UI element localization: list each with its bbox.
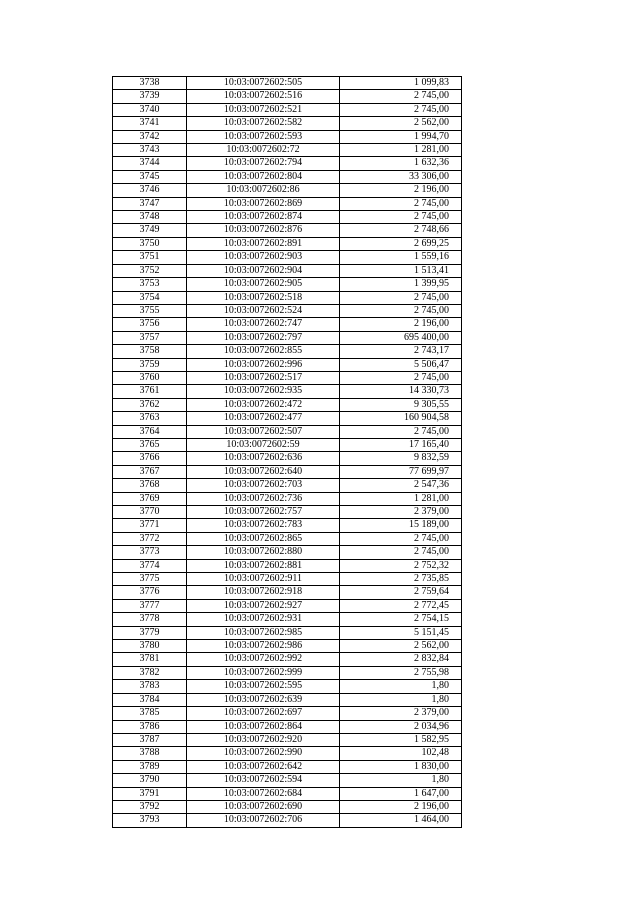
table-row <box>113 787 462 800</box>
table-row <box>113 680 462 693</box>
cadastral-number-cell: 10:03:0072602:640 <box>187 465 340 478</box>
cadastral-number-cell: 10:03:0072602:864 <box>187 720 340 733</box>
cadastral-number-cell: 10:03:0072602:642 <box>187 760 340 773</box>
row-number-cell: 3776 <box>113 586 187 599</box>
table-row <box>113 184 462 197</box>
cadastral-number-cell: 10:03:0072602:911 <box>187 573 340 586</box>
table-row <box>113 237 462 250</box>
cadastral-number-cell: 10:03:0072602:636 <box>187 452 340 465</box>
cadastral-number-cell: 10:03:0072602:903 <box>187 251 340 264</box>
table-row <box>113 613 462 626</box>
table-row <box>113 506 462 519</box>
amount-cell: 33 306,00 <box>340 170 462 183</box>
row-number-cell: 3742 <box>113 130 187 143</box>
cadastral-number-cell: 10:03:0072602:985 <box>187 626 340 639</box>
table-row <box>113 733 462 746</box>
row-number-cell: 3761 <box>113 385 187 398</box>
amount-cell: 2 745,00 <box>340 546 462 559</box>
table-row <box>113 774 462 787</box>
table-row <box>113 77 462 90</box>
amount-cell: 5 506,47 <box>340 358 462 371</box>
table-row <box>113 385 462 398</box>
row-number-cell: 3756 <box>113 318 187 331</box>
amount-cell: 2 752,32 <box>340 559 462 572</box>
table-row <box>113 412 462 425</box>
table-row <box>113 358 462 371</box>
table-row <box>113 720 462 733</box>
cadastral-number-cell: 10:03:0072602:996 <box>187 358 340 371</box>
table-row <box>113 264 462 277</box>
row-number-cell: 3785 <box>113 707 187 720</box>
cadastral-number-cell: 10:03:0072602:920 <box>187 733 340 746</box>
row-number-cell: 3754 <box>113 291 187 304</box>
cadastral-number-cell: 10:03:0072602:690 <box>187 800 340 813</box>
row-number-cell: 3757 <box>113 331 187 344</box>
row-number-cell: 3789 <box>113 760 187 773</box>
amount-cell: 1 399,95 <box>340 278 462 291</box>
amount-cell: 2 034,96 <box>340 720 462 733</box>
amount-cell: 2 745,00 <box>340 291 462 304</box>
row-number-cell: 3765 <box>113 438 187 451</box>
table-row <box>113 519 462 532</box>
amount-cell: 2 745,00 <box>340 197 462 210</box>
table-row <box>113 278 462 291</box>
table-row <box>113 559 462 572</box>
row-number-cell: 3772 <box>113 532 187 545</box>
table-row <box>113 144 462 157</box>
cadastral-number-cell: 10:03:0072602:477 <box>187 412 340 425</box>
amount-cell: 2 745,00 <box>340 304 462 317</box>
amount-cell: 1 994,70 <box>340 130 462 143</box>
amount-cell: 2 699,25 <box>340 237 462 250</box>
row-number-cell: 3751 <box>113 251 187 264</box>
amount-cell: 14 330,73 <box>340 385 462 398</box>
table-row <box>113 438 462 451</box>
amount-cell: 17 165,40 <box>340 438 462 451</box>
row-number-cell: 3767 <box>113 465 187 478</box>
amount-cell: 160 904,58 <box>340 412 462 425</box>
table-row <box>113 693 462 706</box>
cadastral-number-cell: 10:03:0072602:595 <box>187 680 340 693</box>
amount-cell: 1 632,36 <box>340 157 462 170</box>
table-row <box>113 371 462 384</box>
row-number-cell: 3792 <box>113 800 187 813</box>
cadastral-number-cell: 10:03:0072602:905 <box>187 278 340 291</box>
cadastral-number-cell: 10:03:0072602:706 <box>187 814 340 827</box>
cadastral-number-cell: 10:03:0072602:524 <box>187 304 340 317</box>
row-number-cell: 3764 <box>113 425 187 438</box>
cadastral-number-cell: 10:03:0072602:86 <box>187 184 340 197</box>
row-number-cell: 3750 <box>113 237 187 250</box>
cadastral-number-cell: 10:03:0072602:703 <box>187 479 340 492</box>
cadastral-number-cell: 10:03:0072602:72 <box>187 144 340 157</box>
amount-cell: 1 099,83 <box>340 77 462 90</box>
amount-cell: 2 748,66 <box>340 224 462 237</box>
amount-cell: 2 745,00 <box>340 425 462 438</box>
cadastral-number-cell: 10:03:0072602:516 <box>187 90 340 103</box>
row-number-cell: 3759 <box>113 358 187 371</box>
amount-cell: 2 379,00 <box>340 506 462 519</box>
row-number-cell: 3778 <box>113 613 187 626</box>
cadastral-number-cell: 10:03:0072602:931 <box>187 613 340 626</box>
table-body <box>113 77 462 828</box>
table-row <box>113 586 462 599</box>
row-number-cell: 3769 <box>113 492 187 505</box>
table-row <box>113 465 462 478</box>
amount-cell: 2 745,00 <box>340 211 462 224</box>
amount-cell: 9 305,55 <box>340 398 462 411</box>
data-table <box>112 76 462 828</box>
amount-cell: 2 562,00 <box>340 117 462 130</box>
cadastral-number-cell: 10:03:0072602:521 <box>187 103 340 116</box>
row-number-cell: 3779 <box>113 626 187 639</box>
cadastral-number-cell: 10:03:0072602:639 <box>187 693 340 706</box>
table-row <box>113 224 462 237</box>
amount-cell: 1 464,00 <box>340 814 462 827</box>
amount-cell: 15 189,00 <box>340 519 462 532</box>
amount-cell: 2 745,00 <box>340 103 462 116</box>
cadastral-number-cell: 10:03:0072602:518 <box>187 291 340 304</box>
cadastral-number-cell: 10:03:0072602:935 <box>187 385 340 398</box>
cadastral-number-cell: 10:03:0072602:505 <box>187 77 340 90</box>
row-number-cell: 3763 <box>113 412 187 425</box>
table-row <box>113 760 462 773</box>
amount-cell: 1 582,95 <box>340 733 462 746</box>
table-row <box>113 170 462 183</box>
row-number-cell: 3786 <box>113 720 187 733</box>
row-number-cell: 3762 <box>113 398 187 411</box>
row-number-cell: 3771 <box>113 519 187 532</box>
row-number-cell: 3748 <box>113 211 187 224</box>
amount-cell: 2 562,00 <box>340 640 462 653</box>
table-row <box>113 626 462 639</box>
amount-cell: 77 699,97 <box>340 465 462 478</box>
amount-cell: 2 755,98 <box>340 666 462 679</box>
row-number-cell: 3747 <box>113 197 187 210</box>
row-number-cell: 3782 <box>113 666 187 679</box>
row-number-cell: 3790 <box>113 774 187 787</box>
row-number-cell: 3753 <box>113 278 187 291</box>
row-number-cell: 3749 <box>113 224 187 237</box>
table-row <box>113 599 462 612</box>
table-row <box>113 532 462 545</box>
amount-cell: 1 281,00 <box>340 144 462 157</box>
amount-cell: 1,80 <box>340 774 462 787</box>
cadastral-number-cell: 10:03:0072602:876 <box>187 224 340 237</box>
table-row <box>113 546 462 559</box>
amount-cell: 1 513,41 <box>340 264 462 277</box>
amount-cell: 2 759,64 <box>340 586 462 599</box>
amount-cell: 2 754,15 <box>340 613 462 626</box>
table-row <box>113 398 462 411</box>
table-row <box>113 707 462 720</box>
cadastral-number-cell: 10:03:0072602:986 <box>187 640 340 653</box>
amount-cell: 2 196,00 <box>340 184 462 197</box>
row-number-cell: 3774 <box>113 559 187 572</box>
table-row <box>113 747 462 760</box>
table-row <box>113 573 462 586</box>
row-number-cell: 3766 <box>113 452 187 465</box>
cadastral-number-cell: 10:03:0072602:992 <box>187 653 340 666</box>
cadastral-number-cell: 10:03:0072602:804 <box>187 170 340 183</box>
table-row <box>113 452 462 465</box>
cadastral-number-cell: 10:03:0072602:927 <box>187 599 340 612</box>
row-number-cell: 3740 <box>113 103 187 116</box>
amount-cell: 1,80 <box>340 693 462 706</box>
row-number-cell: 3780 <box>113 640 187 653</box>
row-number-cell: 3744 <box>113 157 187 170</box>
table-row <box>113 304 462 317</box>
cadastral-number-cell: 10:03:0072602:507 <box>187 425 340 438</box>
row-number-cell: 3755 <box>113 304 187 317</box>
row-number-cell: 3787 <box>113 733 187 746</box>
amount-cell: 2 743,17 <box>340 345 462 358</box>
table-row <box>113 479 462 492</box>
cadastral-number-cell: 10:03:0072602:59 <box>187 438 340 451</box>
row-number-cell: 3781 <box>113 653 187 666</box>
cadastral-number-cell: 10:03:0072602:869 <box>187 197 340 210</box>
amount-cell: 1 281,00 <box>340 492 462 505</box>
table-row <box>113 425 462 438</box>
cadastral-number-cell: 10:03:0072602:999 <box>187 666 340 679</box>
amount-cell: 2 772,45 <box>340 599 462 612</box>
cadastral-number-cell: 10:03:0072602:891 <box>187 237 340 250</box>
table-row <box>113 197 462 210</box>
table-row <box>113 653 462 666</box>
table-row <box>113 251 462 264</box>
amount-cell: 2 735,85 <box>340 573 462 586</box>
cadastral-number-cell: 10:03:0072602:918 <box>187 586 340 599</box>
row-number-cell: 3752 <box>113 264 187 277</box>
amount-cell: 2 745,00 <box>340 90 462 103</box>
amount-cell: 2 379,00 <box>340 707 462 720</box>
table-row <box>113 103 462 116</box>
cadastral-number-cell: 10:03:0072602:865 <box>187 532 340 545</box>
cadastral-number-cell: 10:03:0072602:880 <box>187 546 340 559</box>
row-number-cell: 3788 <box>113 747 187 760</box>
amount-cell: 2 745,00 <box>340 532 462 545</box>
table-row <box>113 345 462 358</box>
amount-cell: 2 832,84 <box>340 653 462 666</box>
amount-cell: 1,80 <box>340 680 462 693</box>
amount-cell: 1 830,00 <box>340 760 462 773</box>
amount-cell: 695 400,00 <box>340 331 462 344</box>
amount-cell: 2 745,00 <box>340 371 462 384</box>
amount-cell: 2 196,00 <box>340 800 462 813</box>
row-number-cell: 3743 <box>113 144 187 157</box>
row-number-cell: 3784 <box>113 693 187 706</box>
table-row <box>113 318 462 331</box>
row-number-cell: 3770 <box>113 506 187 519</box>
row-number-cell: 3741 <box>113 117 187 130</box>
table-row <box>113 117 462 130</box>
cadastral-number-cell: 10:03:0072602:582 <box>187 117 340 130</box>
row-number-cell: 3760 <box>113 371 187 384</box>
row-number-cell: 3775 <box>113 573 187 586</box>
cadastral-number-cell: 10:03:0072602:794 <box>187 157 340 170</box>
row-number-cell: 3793 <box>113 814 187 827</box>
cadastral-number-cell: 10:03:0072602:736 <box>187 492 340 505</box>
cadastral-number-cell: 10:03:0072602:697 <box>187 707 340 720</box>
row-number-cell: 3745 <box>113 170 187 183</box>
table-row <box>113 90 462 103</box>
table-row <box>113 666 462 679</box>
cadastral-number-cell: 10:03:0072602:517 <box>187 371 340 384</box>
cadastral-number-cell: 10:03:0072602:904 <box>187 264 340 277</box>
cadastral-number-cell: 10:03:0072602:855 <box>187 345 340 358</box>
row-number-cell: 3783 <box>113 680 187 693</box>
row-number-cell: 3773 <box>113 546 187 559</box>
amount-cell: 1 647,00 <box>340 787 462 800</box>
table-row <box>113 211 462 224</box>
cadastral-number-cell: 10:03:0072602:684 <box>187 787 340 800</box>
cadastral-number-cell: 10:03:0072602:472 <box>187 398 340 411</box>
amount-cell: 2 547,36 <box>340 479 462 492</box>
cadastral-number-cell: 10:03:0072602:757 <box>187 506 340 519</box>
table-row <box>113 800 462 813</box>
table-row <box>113 492 462 505</box>
table-row <box>113 291 462 304</box>
row-number-cell: 3739 <box>113 90 187 103</box>
amount-cell: 1 559,16 <box>340 251 462 264</box>
table-row <box>113 331 462 344</box>
row-number-cell: 3768 <box>113 479 187 492</box>
cadastral-number-cell: 10:03:0072602:594 <box>187 774 340 787</box>
row-number-cell: 3777 <box>113 599 187 612</box>
table-row <box>113 130 462 143</box>
table-row <box>113 157 462 170</box>
amount-cell: 2 196,00 <box>340 318 462 331</box>
amount-cell: 5 151,45 <box>340 626 462 639</box>
cadastral-number-cell: 10:03:0072602:881 <box>187 559 340 572</box>
amount-cell: 9 832,59 <box>340 452 462 465</box>
row-number-cell: 3746 <box>113 184 187 197</box>
amount-cell: 102,48 <box>340 747 462 760</box>
cadastral-number-cell: 10:03:0072602:797 <box>187 331 340 344</box>
row-number-cell: 3738 <box>113 77 187 90</box>
row-number-cell: 3791 <box>113 787 187 800</box>
cadastral-number-cell: 10:03:0072602:747 <box>187 318 340 331</box>
cadastral-number-cell: 10:03:0072602:783 <box>187 519 340 532</box>
cadastral-number-cell: 10:03:0072602:593 <box>187 130 340 143</box>
cadastral-number-cell: 10:03:0072602:990 <box>187 747 340 760</box>
row-number-cell: 3758 <box>113 345 187 358</box>
table-row <box>113 814 462 827</box>
table-row <box>113 640 462 653</box>
cadastral-number-cell: 10:03:0072602:874 <box>187 211 340 224</box>
